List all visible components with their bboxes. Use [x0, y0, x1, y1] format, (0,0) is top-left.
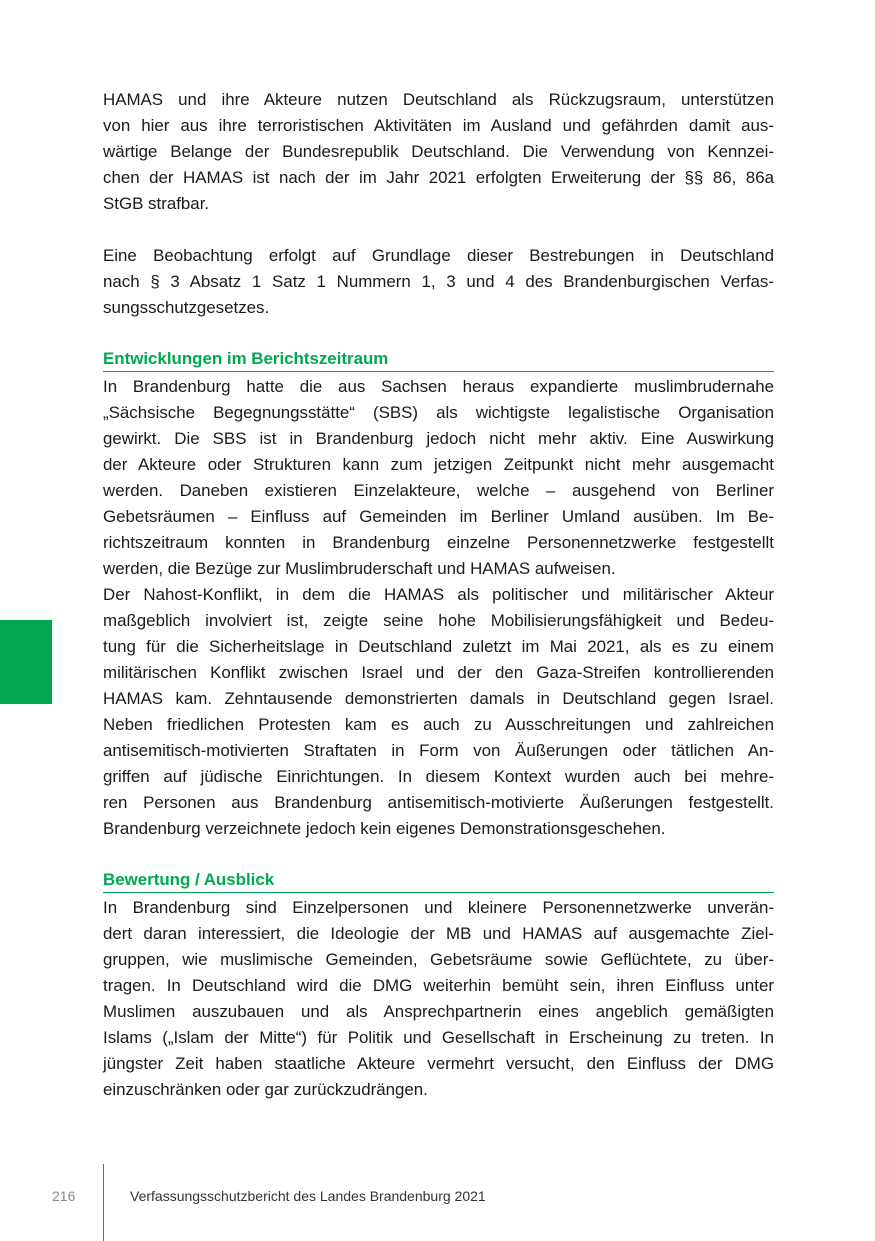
text-line: Islams („Islam der Mitte“) für Politik und Gesellschaft in Erscheinung zu treten. In — [103, 1028, 774, 1047]
text-line: griffen auf jüdische Einrichtungen. In diesem Kontext wurden auch bei mehre- — [103, 767, 774, 786]
paragraph-assessment-outlook — [103, 895, 774, 1103]
text-line: „Sächsische Begegnungsstätte“ (SBS) als wichtigste legalistische Organisation — [103, 403, 774, 422]
text-line: gewirkt. Die SBS ist in Brandenburg jedoch nicht mehr aktiv. Eine Auswirkung — [103, 429, 774, 448]
text-line: In Brandenburg hatte die aus Sachsen heraus expandierte muslimbrudernahe — [103, 377, 774, 396]
text-line: tragen. In Deutschland wird die DMG weiterhin bemüht sein, ihren Einfluss unter — [103, 976, 774, 995]
paragraph-nahost-conflict — [103, 582, 774, 842]
text-line: HAMAS kam. Zehntausende demonstrierten damals in Deutschland gegen Israel. — [103, 689, 774, 708]
paragraph-observation-basis — [103, 243, 774, 321]
text-line: werden, die Bezüge zur Muslimbruderschaft und HAMAS aufweisen. — [103, 559, 616, 578]
paragraph-brandenburg-developments — [103, 374, 774, 582]
text-line: StGB strafbar. — [103, 194, 210, 213]
text-line: chen der HAMAS ist nach der im Jahr 2021 erfolgten Erweiterung der §§ 86, 86a — [103, 168, 774, 187]
text-line: der Akteure oder Strukturen kann zum jetzigen Zeitpunkt nicht mehr ausgemacht — [103, 455, 774, 474]
text-line: richtszeitraum konnten in Brandenburg einzelne Personennetzwerke festgestellt — [103, 533, 774, 552]
text-line: antisemitisch-motivierten Straftaten in Form von Äußerungen oder tätlichen An- — [103, 741, 774, 760]
section-heading-assessment: Bewertung / Ausblick — [103, 868, 774, 893]
text-line: Der Nahost-Konflikt, in dem die HAMAS als politischer und militärischer Akteur — [103, 585, 774, 604]
paragraph-hamas-activities — [103, 87, 774, 217]
text-line: werden. Daneben existieren Einzelakteure, welche – ausgehend von Berliner — [103, 481, 774, 500]
text-line: Neben friedlichen Protesten kam es auch zu Ausschreitungen und zahlreichen — [103, 715, 774, 734]
section-heading-developments: Entwicklungen im Berichtszeitraum — [103, 347, 774, 372]
text-line: tung für die Sicherheitslage in Deutschland zuletzt im Mai 2021, als es zu einem — [103, 637, 774, 656]
text-line: Muslimen auszubauen und als Ansprechpartnerin eines angeblich gemäßigten — [103, 1002, 774, 1021]
text-line: jüngster Zeit haben staatliche Akteure vermehrt versucht, den Einfluss der DMG — [103, 1054, 774, 1073]
text-line: In Brandenburg sind Einzelpersonen und kleinere Personennetzwerke unverän- — [103, 898, 774, 917]
footer-divider — [103, 1164, 104, 1241]
text-line: nach § 3 Absatz 1 Satz 1 Nummern 1, 3 und 4 des Brandenburgischen Verfas- — [103, 272, 774, 291]
text-line: HAMAS und ihre Akteure nutzen Deutschland als Rückzugsraum, unterstützen — [103, 90, 774, 109]
text-line: Brandenburg verzeichnete jedoch kein eigenes Demonstrationsgeschehen. — [103, 819, 666, 838]
footer-report-title: Verfassungsschutzbericht des Landes Brandenburg 2021 — [130, 1188, 486, 1204]
text-line: ren Personen aus Brandenburg antisemitisch-motivierte Äußerungen festgestellt. — [103, 793, 774, 812]
text-line: gruppen, wie muslimische Gemeinden, Gebetsräume sowie Geflüchtete, zu über- — [103, 950, 774, 969]
text-line: von hier aus ihre terroristischen Aktivitäten im Ausland und gefährden damit aus- — [103, 116, 774, 135]
chapter-tab-marker — [0, 620, 52, 704]
text-line: dert daran interessiert, die Ideologie der MB und HAMAS auf ausgemachte Ziel- — [103, 924, 774, 943]
page-number: 216 — [52, 1188, 76, 1204]
text-line: wärtige Belange der Bundesrepublik Deutschland. Die Verwendung von Kennzei- — [103, 142, 774, 161]
text-line: sungsschutzgesetzes. — [103, 298, 270, 317]
text-line: maßgeblich involviert ist, zeigte seine hohe Mobilisierungsfähigkeit und Bedeu- — [103, 611, 774, 630]
text-line: militärischen Konflikt zwischen Israel und der den Gaza-Streifen kontrollierenden — [103, 663, 774, 682]
text-line: einzuschränken oder gar zurückzudrängen. — [103, 1080, 428, 1099]
text-line: Eine Beobachtung erfolgt auf Grundlage dieser Bestrebungen in Deutschland — [103, 246, 774, 265]
text-line: Gebetsräumen – Einfluss auf Gemeinden im Berliner Umland ausüben. Im Be- — [103, 507, 774, 526]
page-body — [103, 87, 774, 1103]
